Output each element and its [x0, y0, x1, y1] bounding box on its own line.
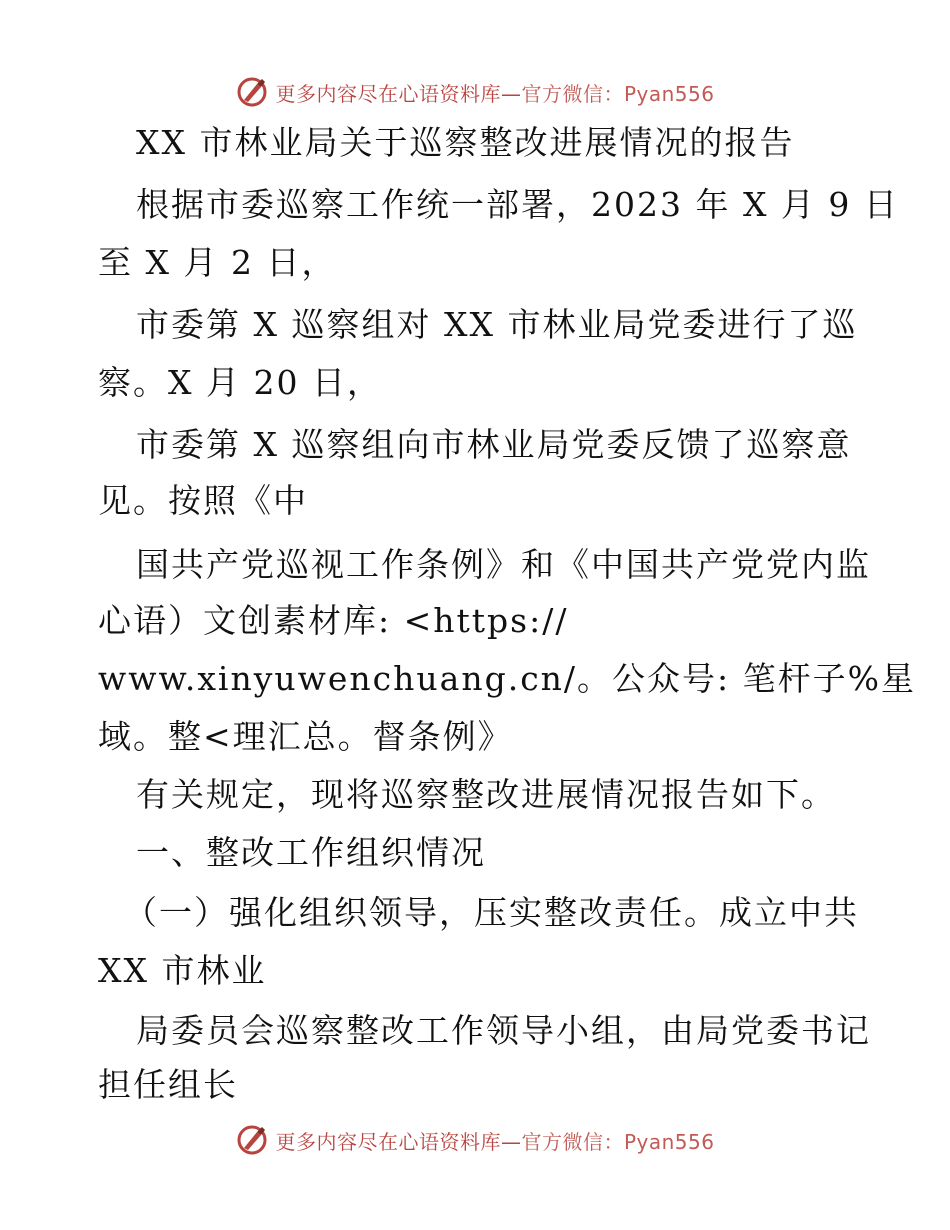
paragraph-line: 局委员会巡察整改工作领导小组，由局党委书记	[136, 1011, 871, 1050]
paragraph-line: 心语）文创素材库: <https://	[98, 601, 569, 640]
brush-pen-logo-icon	[235, 75, 269, 109]
paragraph-line: 察。X 月 20 日，	[98, 363, 382, 402]
paragraph-line: 担任组长	[98, 1065, 238, 1104]
watermark-wechat-text: 官方微信：Pyan556	[521, 1129, 715, 1154]
paragraph-line: 根据市委巡察工作统一部署，2023 年 X 月 9 日	[136, 185, 899, 224]
paragraph-line: www.xinyuwenchuang.cn/。公众号: 笔杆子%星	[98, 659, 917, 698]
document-title: XX 市林业局关于巡察整改进展情况的报告	[136, 123, 795, 162]
paragraph-line: 见。按照《中	[98, 481, 308, 520]
paragraph-line: 市委第 X 巡察组向市林业局党委反馈了巡察意	[136, 425, 852, 464]
paragraph-line: 国共产党巡视工作条例》和《中国共产党党内监	[136, 545, 871, 584]
brush-pen-logo-icon	[235, 1123, 269, 1157]
section-heading: 一、整改工作组织情况	[136, 833, 486, 872]
watermark-site-text: 更多内容尽在心语资料库—	[275, 81, 522, 106]
watermark-wechat-text: 官方微信：Pyan556	[521, 81, 715, 106]
paragraph-line: 有关规定，现将巡察整改进展情况报告如下。	[136, 775, 836, 814]
watermark-text	[275, 78, 714, 107]
watermark-site-text: 更多内容尽在心语资料库—	[275, 1129, 522, 1154]
paragraph-line: XX 市林业	[98, 951, 267, 990]
header-watermark	[0, 70, 950, 114]
watermark-text	[275, 1126, 714, 1155]
footer-watermark	[0, 1118, 950, 1162]
subsection-heading: （一）强化组织领导，压实整改责任。成立中共	[124, 893, 859, 932]
paragraph-line: 市委第 X 巡察组对 XX 市林业局党委进行了巡	[136, 305, 858, 344]
paragraph-line: 域。整<理汇总。督条例》	[98, 717, 513, 756]
paragraph-line: 至 X 月 2 日，	[98, 243, 337, 282]
